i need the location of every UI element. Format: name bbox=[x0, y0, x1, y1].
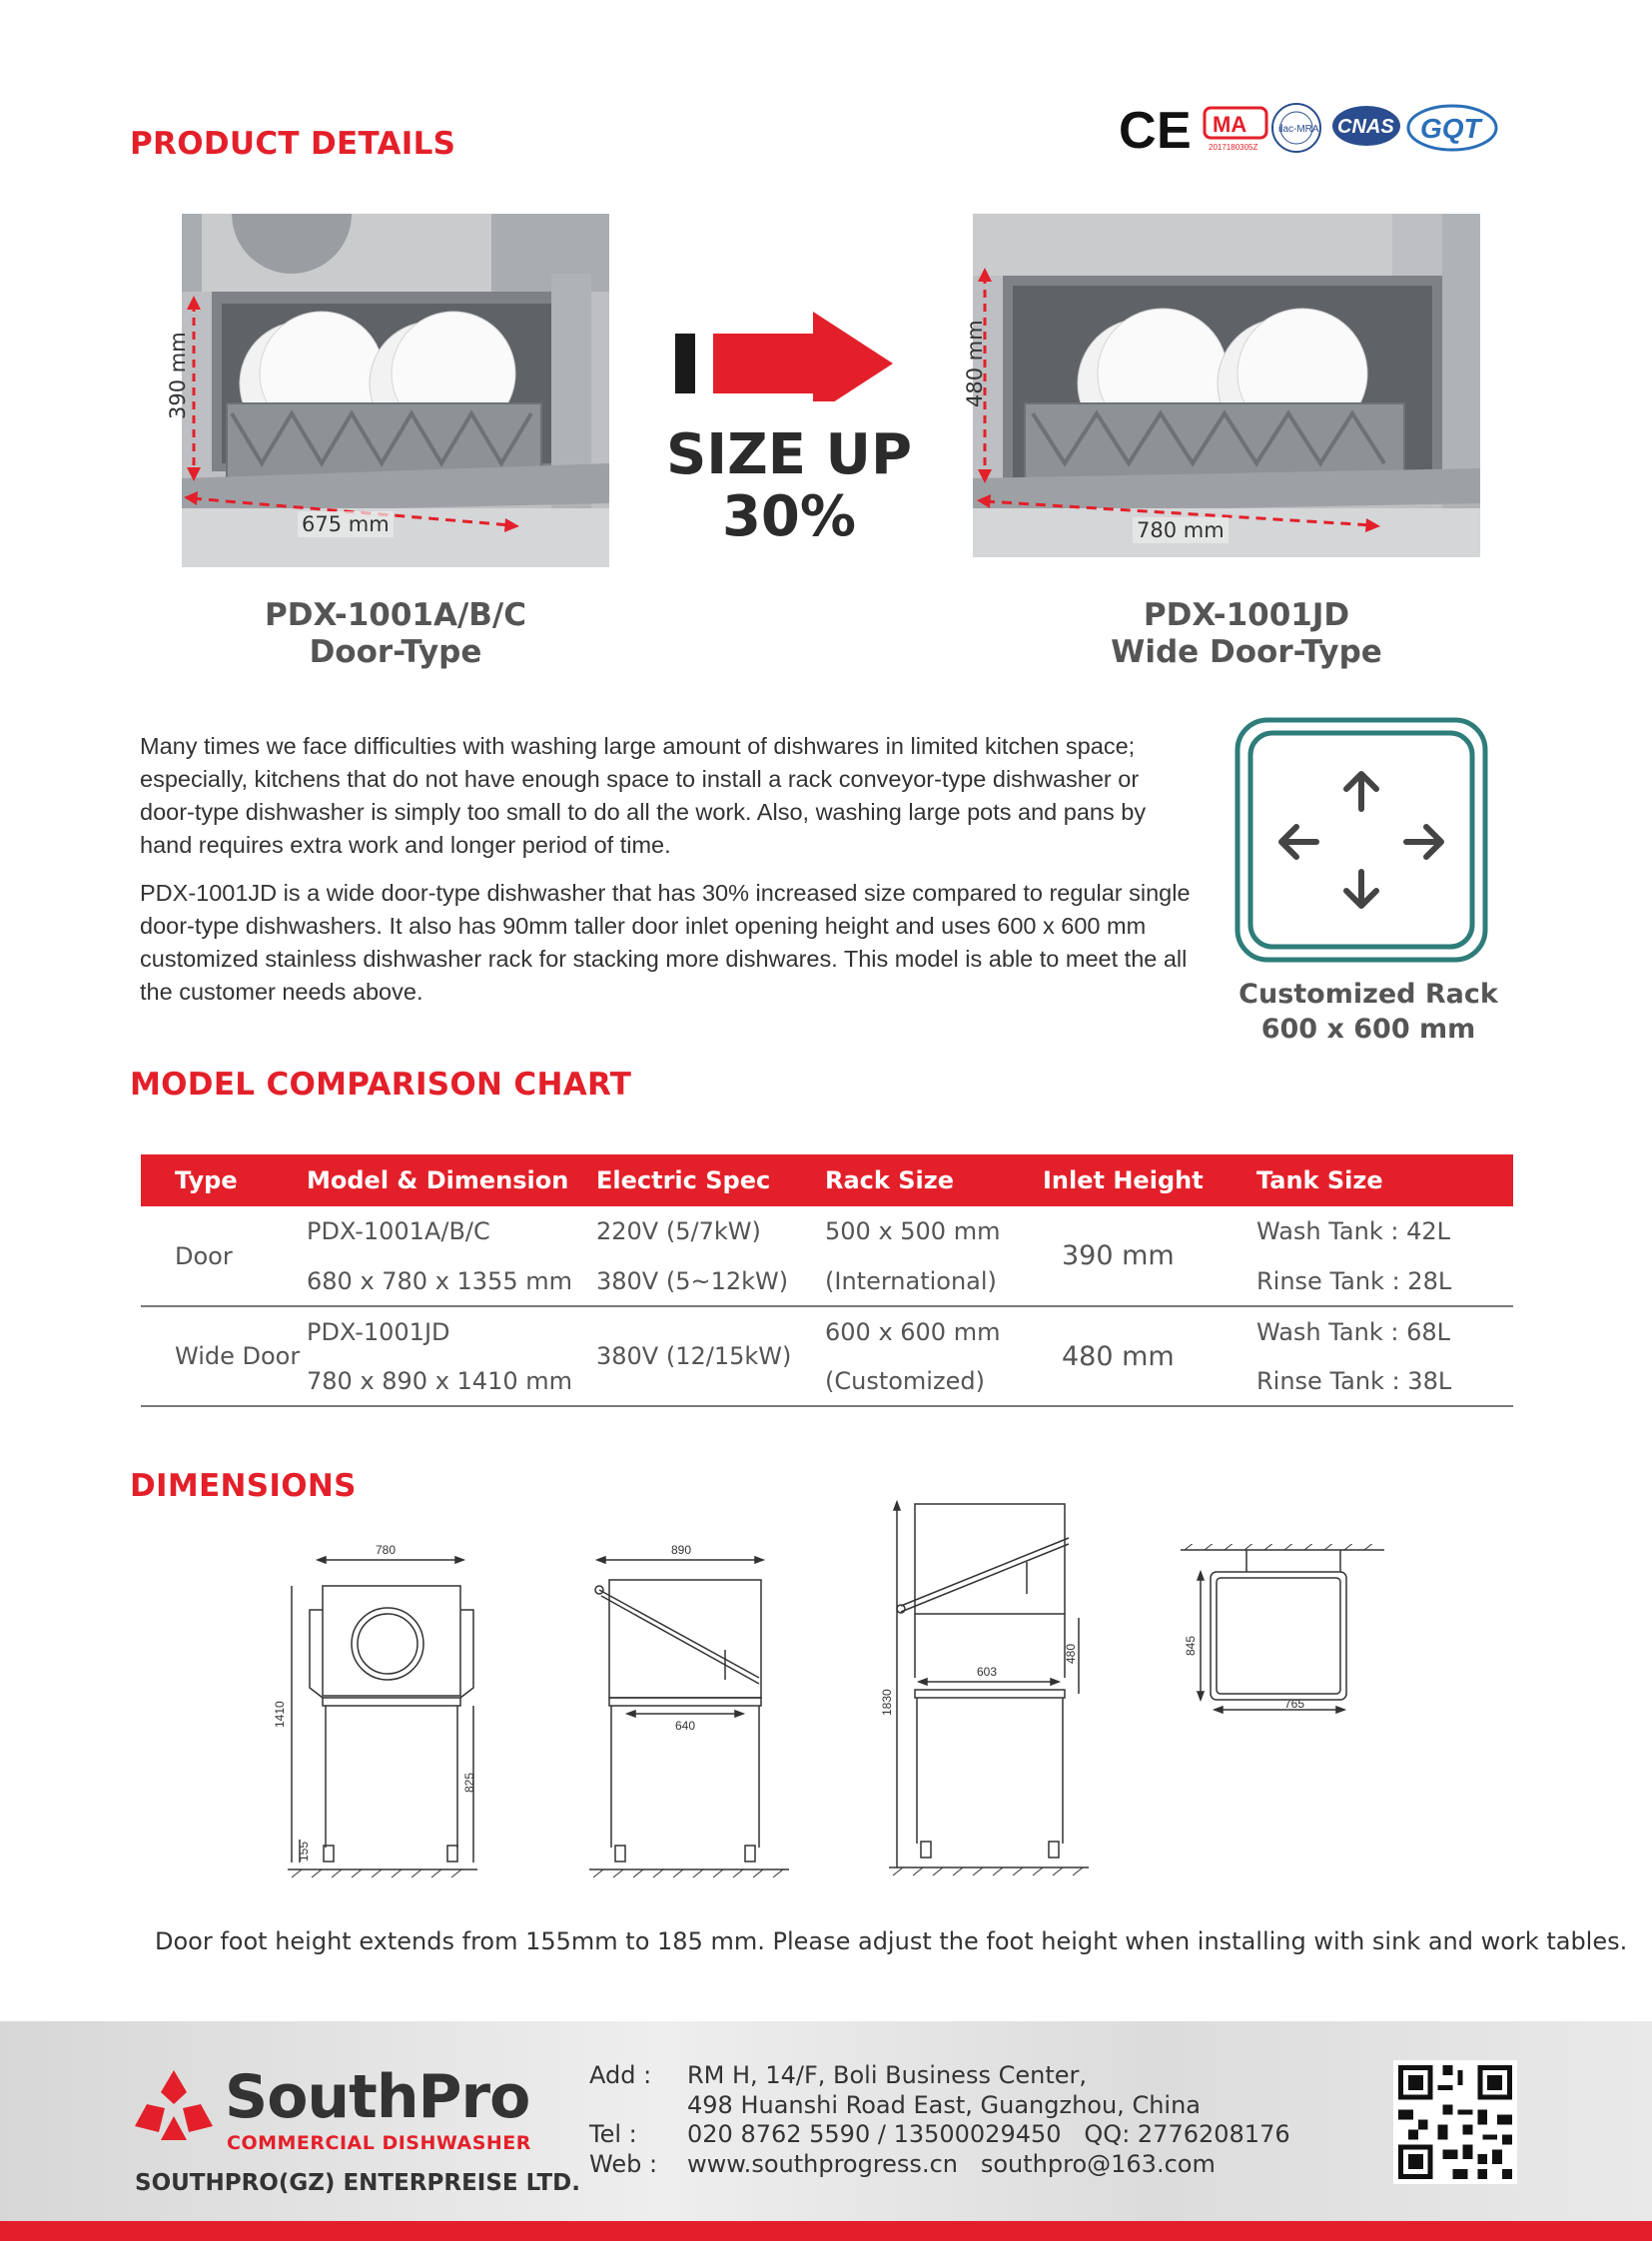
address-line-2: 498 Huanshi Road East, Guangzhou, China bbox=[687, 2090, 1201, 2119]
qr-code-icon bbox=[1393, 2060, 1517, 2184]
tel-value: 020 8762 5590 / 13500029450 QQ: 2776208176 bbox=[687, 2120, 1290, 2148]
comparison-table bbox=[141, 1154, 1513, 1407]
table-row bbox=[141, 1206, 1513, 1256]
dimensions-title: DIMENSIONS bbox=[130, 1468, 357, 1504]
left-model-type: Door-Type bbox=[309, 634, 482, 670]
top-depth-label: 845 bbox=[1184, 1635, 1198, 1656]
table-row bbox=[141, 1306, 1513, 1356]
header-model: Model & Dimension bbox=[307, 1154, 596, 1206]
row-door-inlet: 390 mm bbox=[1043, 1206, 1256, 1306]
table-row bbox=[141, 1356, 1513, 1406]
row-door-rack-2: (International) bbox=[825, 1256, 1043, 1306]
brand-tagline: COMMERCIAL DISHWASHER bbox=[227, 2132, 531, 2154]
left-width-label: 675 mm bbox=[298, 511, 394, 537]
row-door-electric-1: 220V (5/7kW) bbox=[596, 1217, 761, 1245]
left-model-name: PDX-1001A/B/C bbox=[265, 597, 526, 633]
row-door-dimension: 680 x 780 x 1355 mm bbox=[307, 1256, 596, 1306]
open-total-label: 1830 bbox=[880, 1689, 894, 1716]
right-width-label: 780 mm bbox=[1133, 517, 1229, 543]
svg-text:CNAS: CNAS bbox=[1337, 116, 1394, 138]
right-height-label: 480 mm bbox=[963, 320, 987, 407]
contact-info bbox=[589, 2061, 1290, 2179]
right-model-type: Wide Door-Type bbox=[1111, 634, 1382, 670]
right-model-name: PDX-1001JD bbox=[1143, 597, 1350, 633]
row-wide-dimension: 780 x 890 x 1410 mm bbox=[307, 1356, 596, 1406]
row-wide-rack-2: (Customized) bbox=[825, 1356, 1043, 1406]
footer-stripe bbox=[0, 2221, 1652, 2241]
wide-door-type-photo bbox=[973, 214, 1480, 557]
header-rack: Rack Size bbox=[825, 1154, 1043, 1206]
side-inner-label: 640 bbox=[675, 1719, 696, 1733]
top-view-drawing bbox=[1175, 1544, 1394, 1764]
row-wide-model: PDX-1001JD bbox=[307, 1317, 450, 1346]
left-height-label: 390 mm bbox=[166, 332, 190, 419]
arrow-right-icon bbox=[675, 312, 895, 401]
cnas-logo-icon bbox=[1332, 106, 1400, 146]
svg-text:C: C bbox=[1119, 102, 1157, 160]
rack-caption bbox=[1219, 977, 1518, 1047]
side-view-drawing bbox=[579, 1538, 799, 1887]
row-wide-tank-1: Wash Tank : 68L bbox=[1256, 1317, 1451, 1346]
description-paragraph-1: Many times we face difficulties with washing large amount of dishwares in limited kitchen space; especially, kitchens that do not have enough space to install a rack conveyor-type dishwasher or door-type dishwasher is simply too small to do all the work. Also, washing large pots and pans by hand requires extra work and longer period of time. bbox=[140, 733, 1147, 858]
row-door-tank-2: Rinse Tank : 28L bbox=[1256, 1256, 1513, 1306]
open-view-drawing bbox=[879, 1498, 1099, 1887]
row-wide-electric: 380V (12/15kW) bbox=[596, 1306, 825, 1406]
front-height-label: 1410 bbox=[273, 1701, 287, 1728]
web-value[interactable]: www.southprogress.cn southpro@163.com bbox=[687, 2149, 1216, 2178]
svg-text:GQT: GQT bbox=[1420, 113, 1481, 144]
company-name: SOUTHPRO(GZ) ENTERPREISE LTD. bbox=[135, 2170, 580, 2196]
front-width-label: 780 bbox=[376, 1543, 397, 1557]
header-electric: Electric Spec bbox=[596, 1154, 825, 1206]
southpro-logo-icon bbox=[135, 2070, 213, 2140]
svg-text:E: E bbox=[1157, 102, 1192, 160]
expand-rack-icon bbox=[1235, 717, 1488, 963]
row-door-rack-1: 500 x 500 mm bbox=[825, 1217, 1001, 1245]
side-width-label: 890 bbox=[671, 1543, 692, 1557]
front-view-drawing bbox=[268, 1538, 487, 1887]
open-inlet-label: 480 bbox=[1064, 1643, 1078, 1664]
comparison-title: MODEL COMPARISON CHART bbox=[130, 1067, 632, 1103]
table-row bbox=[141, 1256, 1513, 1306]
front-stand-label: 825 bbox=[462, 1772, 476, 1793]
web-label: Web : bbox=[589, 2149, 658, 2178]
description-paragraph-2: PDX-1001JD is a wide door-type dishwasher that has 30% increased size compared to regular single door-type dishwashers. It also has 90mm taller door inlet opening height and uses 600 x 600 mm customized stainless dishwasher rack for stacking more dishwares. This model is able to meet the all the customer needs above. bbox=[140, 880, 1191, 1005]
header-inlet: Inlet Height bbox=[1043, 1154, 1256, 1206]
row-wide-tank-2: Rinse Tank : 38L bbox=[1256, 1356, 1513, 1406]
header-type: Type bbox=[141, 1154, 307, 1206]
svg-text:2017180305Z: 2017180305Z bbox=[1209, 143, 1258, 152]
front-foot-label: 155 bbox=[297, 1841, 311, 1862]
row-wide-rack-1: 600 x 600 mm bbox=[825, 1317, 1001, 1346]
right-model-caption bbox=[1077, 597, 1416, 671]
address-label: Add : bbox=[589, 2061, 652, 2089]
size-up-percent: 30% bbox=[721, 484, 857, 549]
top-width-label: 765 bbox=[1284, 1697, 1305, 1711]
gqt-logo-icon bbox=[1408, 106, 1496, 150]
header-tank: Tank Size bbox=[1256, 1154, 1513, 1206]
tel-label: Tel : bbox=[589, 2120, 637, 2148]
door-type-photo bbox=[182, 214, 609, 567]
cma-logo-icon bbox=[1205, 108, 1266, 152]
description-text bbox=[140, 730, 1191, 1024]
row-wide-type: Wide Door bbox=[141, 1306, 307, 1406]
brand-name: SouthPro bbox=[225, 2062, 530, 2132]
rack-caption-size: 600 x 600 mm bbox=[1260, 1014, 1476, 1045]
size-up-badge bbox=[659, 424, 919, 548]
left-model-caption bbox=[216, 597, 575, 671]
row-door-electric-2: 380V (5~12kW) bbox=[596, 1256, 825, 1306]
ilac-mra-logo-icon bbox=[1272, 104, 1320, 152]
row-door-model: PDX-1001A/B/C bbox=[307, 1217, 490, 1245]
table-header-row bbox=[141, 1154, 1513, 1206]
size-up-text: SIZE UP bbox=[665, 422, 913, 487]
rack-caption-title: Customized Rack bbox=[1239, 979, 1498, 1010]
row-door-tank-1: Wash Tank : 42L bbox=[1256, 1217, 1451, 1245]
svg-text:ilac-MRA: ilac-MRA bbox=[1278, 124, 1319, 135]
foot-height-note: Door foot height extends from 155mm to 185 mm. Please adjust the foot height when installing with sink and work tables. bbox=[155, 1927, 1628, 1955]
row-wide-inlet: 480 mm bbox=[1043, 1306, 1256, 1406]
svg-text:MA: MA bbox=[1213, 112, 1247, 137]
address-line-1: RM H, 14/F, Boli Business Center, bbox=[687, 2061, 1087, 2089]
open-rack-label: 603 bbox=[977, 1665, 998, 1679]
ce-mark-icon bbox=[1119, 102, 1192, 160]
row-door-type: Door bbox=[141, 1206, 307, 1306]
product-details-title: PRODUCT DETAILS bbox=[130, 126, 456, 162]
certification-logos bbox=[1119, 100, 1508, 160]
